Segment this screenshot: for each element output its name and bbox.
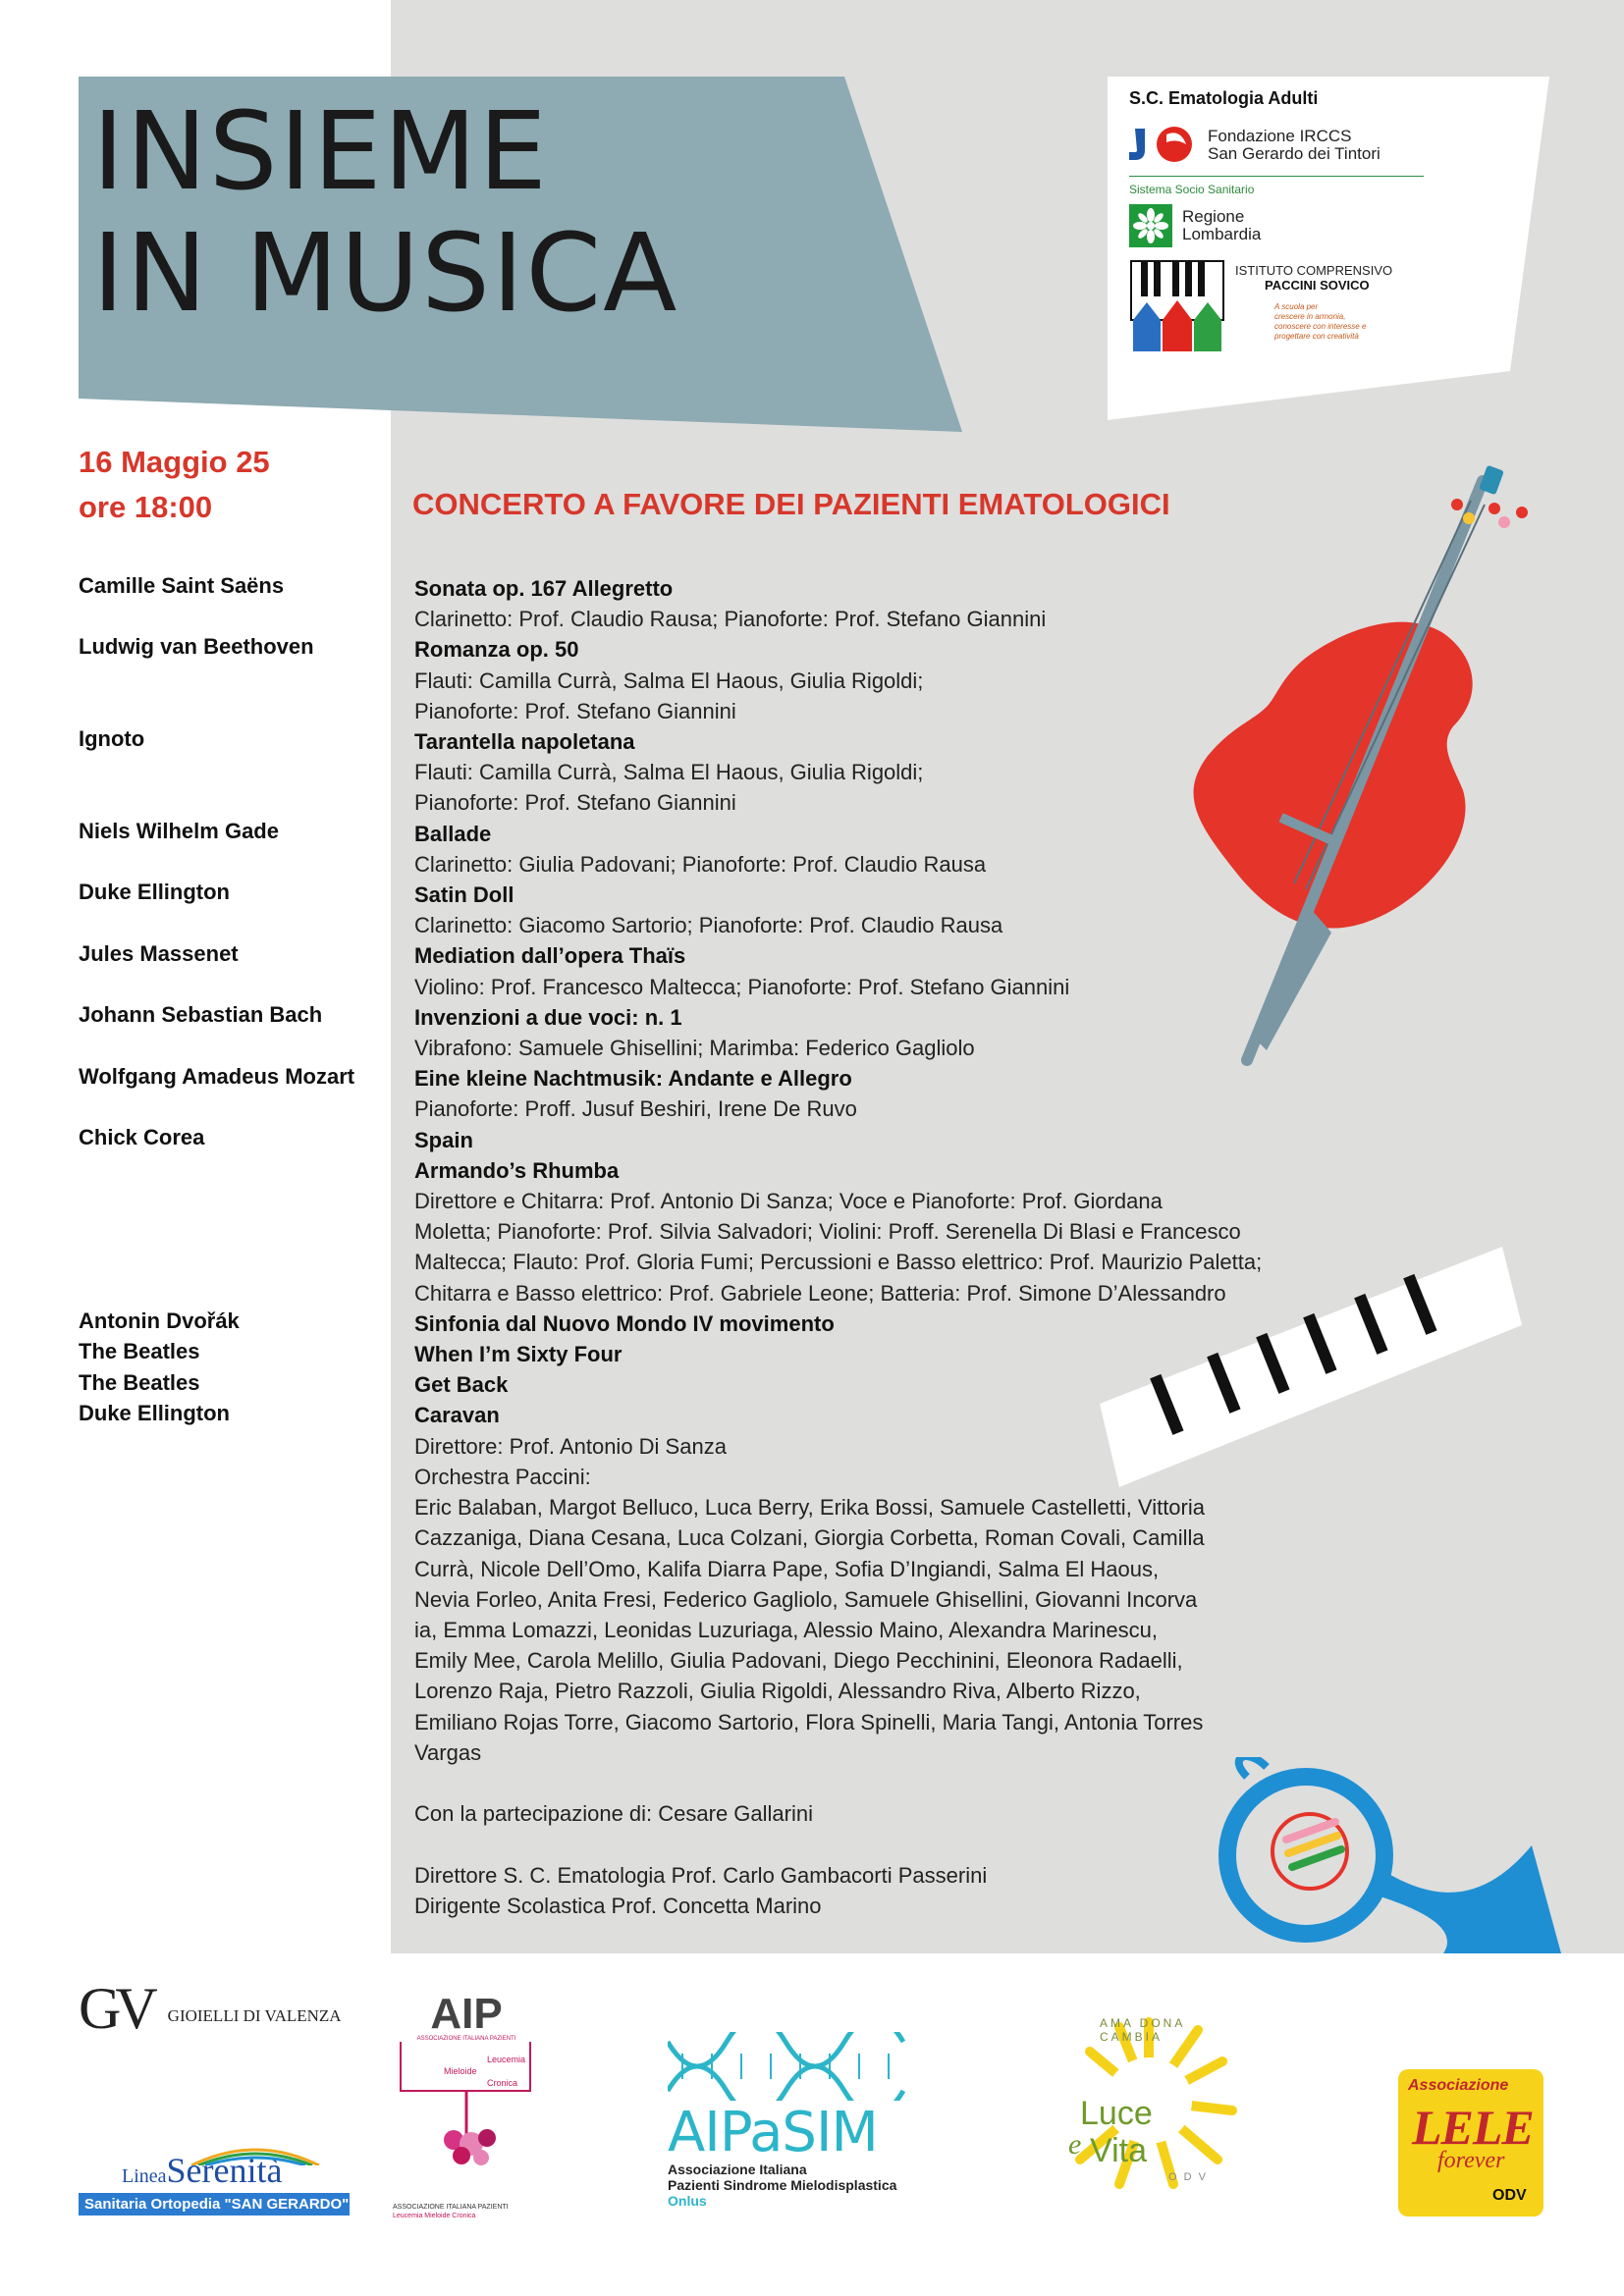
piece-title: Caravan bbox=[414, 1403, 500, 1428]
composer-name: Antonin Dvořák bbox=[79, 1308, 240, 1333]
spacer bbox=[414, 1768, 1337, 1798]
regione-rose-icon bbox=[1129, 204, 1172, 247]
institution-logos bbox=[1129, 88, 1443, 353]
piece-title: Satin Doll bbox=[414, 882, 514, 908]
credits-director: Direttore S. C. Ematologia Prof. Carlo Gambacorti Passerini bbox=[414, 1862, 988, 1888]
lele-odv: ODV bbox=[1492, 2187, 1527, 2204]
sistema-label: Sistema Socio Sanitario bbox=[1129, 183, 1255, 196]
fondazione-logo bbox=[1129, 123, 1443, 168]
motto-line-1: A scuola per bbox=[1274, 302, 1319, 311]
piece-title: Sinfonia dal Nuovo Mondo IV movimento bbox=[414, 1310, 835, 1336]
lele-top: Associazione bbox=[1408, 2077, 1509, 2094]
gv-monogram: GV bbox=[79, 1976, 152, 2041]
gv-name: GIOIELLI DI VALENZA bbox=[167, 2006, 342, 2025]
credits-headmistress: Dirigente Scolastica Prof. Concetta Marino bbox=[414, 1893, 822, 1918]
orchestra-members: Emily Mee, Carola Melillo, Giulia Padovani, Diego Pecchinini, Eleonora Radaelli, bbox=[414, 1648, 1183, 1674]
composer-name: The Beatles bbox=[79, 1339, 200, 1363]
event-date: 16 Maggio 25 bbox=[79, 445, 270, 479]
performers: Clarinetto: Giacomo Sartorio; Pianoforte: Prof. Claudio Rausa bbox=[414, 913, 1003, 938]
piece-title: Get Back bbox=[414, 1372, 509, 1398]
luce-e: e bbox=[1068, 2128, 1082, 2161]
cello-icon bbox=[1159, 461, 1571, 1099]
title-line-2: IN MUSICA bbox=[92, 210, 679, 336]
aip-l1: Leucemia bbox=[487, 2055, 526, 2064]
composer-name: Duke Ellington bbox=[79, 880, 230, 904]
orchestra-members: Vargas bbox=[414, 1739, 482, 1765]
piece-title: Eine kleine Nachtmusik: Andante e Allegro bbox=[414, 1066, 852, 1092]
orchestra-members: Cazzaniga, Diana Cesana, Luca Colzani, Giorgia Corbetta, Roman Covali, Camilla bbox=[414, 1525, 1205, 1551]
motto-line-2: crescere in armonia, bbox=[1274, 312, 1346, 321]
french-horn-icon bbox=[1208, 1757, 1581, 1953]
performers: Violino: Prof. Francesco Maltecca; Pianoforte: Prof. Stefano Giannini bbox=[414, 974, 1070, 999]
aip-logo bbox=[393, 1990, 540, 2228]
composer-name: Wolfgang Amadeus Mozart bbox=[79, 1064, 355, 1089]
fondazione-mark-icon bbox=[1129, 123, 1198, 168]
composer-name: The Beatles bbox=[79, 1370, 200, 1395]
performers: Direttore: Prof. Antonio Di Sanza bbox=[414, 1433, 727, 1459]
istituto-line-2: PACCINI SOVICO bbox=[1265, 278, 1370, 293]
aip-footer-1: ASSOCIAZIONE ITALIANA PAZIENTI bbox=[393, 2204, 509, 2211]
motto-line-3: conoscere con interesse e bbox=[1274, 322, 1367, 331]
linea-serenita-logo bbox=[79, 2150, 350, 2216]
luce-arc-text: AMA DONA CAMBIA bbox=[1100, 2016, 1185, 2044]
aip-vertical-text: ASSOCIAZIONE ITALIANA PAZIENTI bbox=[416, 2036, 516, 2042]
istituto-line-1: ISTITUTO COMPRENSIVO bbox=[1235, 263, 1393, 278]
piece-title: Ballade bbox=[414, 821, 492, 846]
aip-l2: Mieloide bbox=[444, 2066, 477, 2076]
composer-name: Chick Corea bbox=[79, 1125, 205, 1149]
aipasim-logo bbox=[668, 2032, 933, 2209]
istituto-motto bbox=[1274, 302, 1392, 342]
composer-name: Camille Saint Saëns bbox=[79, 573, 285, 598]
piece-title: Spain bbox=[414, 1127, 473, 1152]
performers: Vibrafono: Samuele Ghisellini; Marimba: Federico Gagliolo bbox=[414, 1036, 975, 1061]
aip-mark: AIP bbox=[430, 1990, 503, 2038]
performers: Flauti: Camilla Currà, Salma El Haous, Giulia Rigoldi; bbox=[414, 667, 924, 693]
piece-title: Armando’s Rhumba bbox=[414, 1157, 620, 1183]
fondazione-line-2: San Gerardo dei Tintori bbox=[1208, 144, 1380, 163]
lele-forever-logo bbox=[1398, 2069, 1543, 2216]
rainbow-arc-icon bbox=[187, 2144, 324, 2165]
event-subtitle: CONCERTO A FAVORE DEI PAZIENTI EMATOLOGICI bbox=[412, 487, 1170, 521]
piece-title: Romanza op. 50 bbox=[414, 637, 579, 663]
linea-bar: Sanitaria Ortopedia "SAN GERARDO" bbox=[79, 2193, 350, 2216]
performers: Clarinetto: Prof. Claudio Rausa; Pianoforte: Prof. Stefano Giannini bbox=[414, 607, 1047, 632]
composer-name: Duke Ellington bbox=[79, 1401, 230, 1425]
piece-title: Tarantella napoletana bbox=[414, 729, 635, 755]
performers: Orchestra Paccini: bbox=[414, 1464, 591, 1489]
composer-name: Johann Sebastian Bach bbox=[79, 1002, 323, 1027]
performers: Flauti: Camilla Currà, Salma El Haous, Giulia Rigoldi; bbox=[414, 760, 924, 785]
aipasim-line-2: Pazienti Sindrome Mielodisplastica bbox=[668, 2177, 897, 2193]
piece-title: Mediation dall’opera Thaïs bbox=[414, 943, 686, 969]
piano-houses-icon bbox=[1129, 259, 1225, 353]
title-line-1: INSIEME bbox=[92, 88, 549, 214]
logo-divider bbox=[1129, 176, 1424, 177]
regione-line-2: Lombardia bbox=[1182, 225, 1262, 243]
composer-name: Ludwig van Beethoven bbox=[79, 634, 314, 659]
performers: Clarinetto: Giulia Padovani; Pianoforte: Prof. Claudio Rausa bbox=[414, 851, 987, 877]
aipasim-line-3: Onlus bbox=[668, 2193, 707, 2209]
performers: Moletta; Pianoforte: Prof. Silvia Salvadori; Violini: Proff. Serenella Di Blasi e Francesco bbox=[414, 1219, 1241, 1245]
performers: Pianoforte: Proff. Jusuf Beshiri, Irene De Ruvo bbox=[414, 1096, 857, 1122]
aipasim-line-1: Associazione Italiana bbox=[668, 2162, 807, 2177]
guest-participation: Con la partecipazione di: Cesare Gallarini bbox=[414, 1801, 813, 1827]
orchestra-members: Eric Balaban, Margot Belluco, Luca Berry, Erika Bossi, Samuele Castelletti, Vittoria bbox=[414, 1495, 1205, 1521]
dna-helix-icon bbox=[668, 2032, 913, 2101]
linea-name: Serenità bbox=[166, 2151, 283, 2190]
piece-title: When I’m Sixty Four bbox=[414, 1342, 623, 1367]
linea-prefix: Linea bbox=[122, 2165, 167, 2187]
regione-logo bbox=[1129, 204, 1443, 247]
regione-line-1: Regione bbox=[1182, 207, 1245, 226]
spacer bbox=[414, 1829, 1337, 1859]
luce-odv: O D V bbox=[1168, 2171, 1208, 2183]
aip-l3: Cronica bbox=[487, 2078, 518, 2088]
composer-name: Niels Wilhelm Gade bbox=[79, 819, 279, 843]
lele-forever: forever bbox=[1437, 2148, 1505, 2173]
ematologia-heading: S.C. Ematologia Adulti bbox=[1129, 88, 1319, 108]
aipasim-wordmark: AIPaSIM bbox=[668, 2101, 878, 2164]
aip-footer-2: Leucemia Mieloide Cronica bbox=[393, 2213, 476, 2219]
fondazione-line-1: Fondazione IRCCS bbox=[1208, 127, 1352, 145]
orchestra-members: Lorenzo Raja, Pietro Razzoli, Giulia Rigoldi, Alessandro Riva, Alberto Rizzo, bbox=[414, 1679, 1141, 1704]
performers: Maltecca; Flauto: Prof. Gloria Fumi; Percussioni e Basso elettrico: Prof. Maurizio Paletta; bbox=[414, 1250, 1263, 1275]
composer-name: Jules Massenet bbox=[79, 941, 239, 966]
luce-e-vita-logo bbox=[1051, 2002, 1247, 2199]
orchestra-members: Currà, Nicole Dell’Omo, Kalifa Diarra Pape, Sofia D’Ingiandi, Salma El Haous, bbox=[414, 1556, 1160, 1581]
orchestra-members: ia, Emma Lomazzi, Leonidas Luzuriaga, Alessio Maino, Alexandra Marinescu, bbox=[414, 1617, 1158, 1642]
lele-word: LELE bbox=[1412, 2100, 1534, 2155]
luce-word: Luce bbox=[1080, 2095, 1153, 2132]
performers: Pianoforte: Prof. Stefano Giannini bbox=[414, 790, 736, 816]
performers: Chitarra e Basso elettrico: Prof. Gabriele Leone; Batteria: Prof. Simone D’Alessandro bbox=[414, 1280, 1226, 1306]
poster-title bbox=[92, 90, 678, 334]
keyboard-icon bbox=[1090, 1207, 1522, 1492]
composer-name: Ignoto bbox=[79, 726, 145, 751]
istituto-logo bbox=[1129, 259, 1443, 353]
orchestra-members: Emiliano Rojas Torre, Giacomo Sartorio, Flora Spinelli, Maria Tangi, Antonia Torres bbox=[414, 1709, 1204, 1735]
event-time: ore 18:00 bbox=[79, 490, 213, 524]
gioielli-di-valenza-logo bbox=[79, 1976, 353, 2041]
vita-word: Vita bbox=[1090, 2132, 1147, 2169]
piece-title: Invenzioni a due voci: n. 1 bbox=[414, 1004, 682, 1030]
performers: Pianoforte: Prof. Stefano Giannini bbox=[414, 698, 736, 723]
piece-title: Sonata op. 167 Allegretto bbox=[414, 576, 674, 601]
motto-line-4: progettare con creatività bbox=[1274, 332, 1359, 341]
orchestra-members: Nevia Forleo, Anita Fresi, Federico Gagliolo, Samuele Ghisellini, Giovanni Incorva bbox=[414, 1586, 1198, 1612]
event-datetime bbox=[79, 440, 270, 530]
performers: Direttore e Chitarra: Prof. Antonio Di Sanza; Voce e Pianoforte: Prof. Giordana bbox=[414, 1189, 1163, 1214]
